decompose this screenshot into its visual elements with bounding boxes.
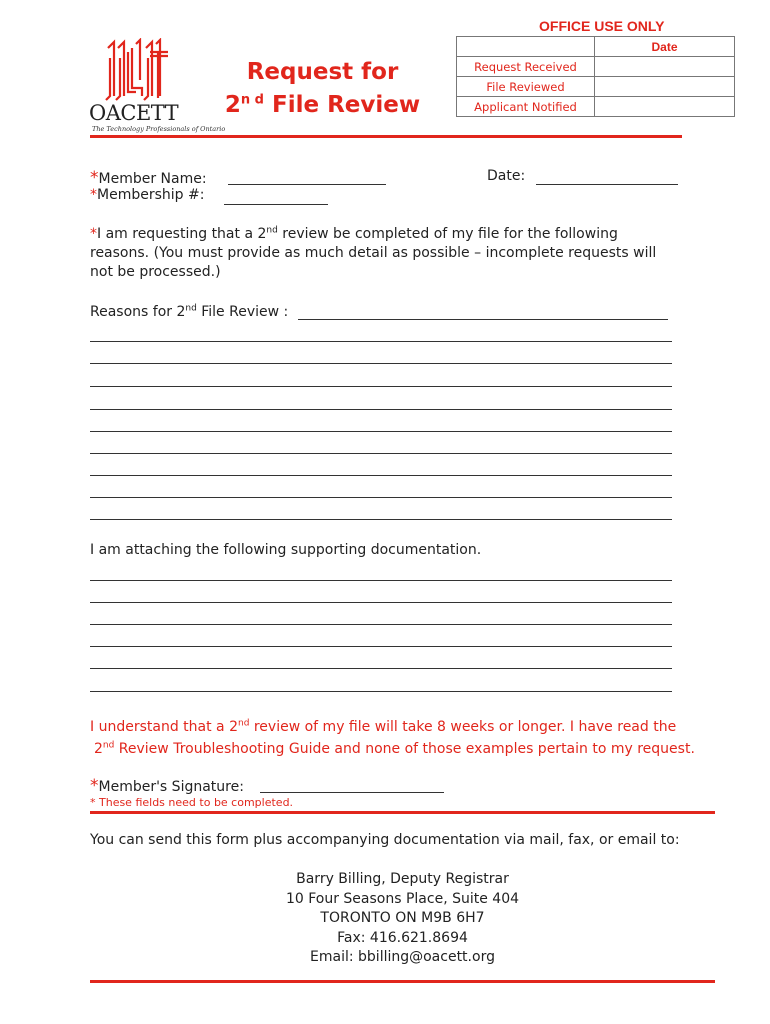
signature-field[interactable] <box>260 792 444 793</box>
reasons-blank-line[interactable] <box>90 386 672 387</box>
membership-number-label: Membership #: <box>97 187 205 203</box>
title-line2-suffix: File Review <box>272 92 421 118</box>
signature-row <box>90 776 244 796</box>
notice-sup: nd <box>237 718 250 729</box>
office-date-header: Date <box>595 37 735 57</box>
logo-wordmark: OACETT <box>89 101 179 125</box>
office-use-table <box>456 36 735 117</box>
reasons-blank-line[interactable] <box>90 409 672 410</box>
date-field[interactable] <box>536 184 678 185</box>
member-name-field[interactable] <box>228 184 386 185</box>
office-header-blank <box>457 37 595 57</box>
office-row-label: Request Received <box>457 57 595 77</box>
reasons-blank-line[interactable] <box>90 363 672 364</box>
notice-sup: nd <box>102 740 115 751</box>
reasons-blank-line[interactable] <box>90 475 672 476</box>
signature-label: Member's Signature: <box>98 779 244 795</box>
request-text: reasons. (You must provide as much detail as possible – incomplete requests will <box>90 245 657 261</box>
documentation-blank-line[interactable] <box>90 624 672 625</box>
member-name-label: Member Name: <box>98 171 207 187</box>
send-instructions: You can send this form plus accompanying documentation via mail, fax, or email to: <box>90 832 680 848</box>
membership-number-row <box>90 187 204 203</box>
reasons-blank-line[interactable] <box>90 341 672 342</box>
required-asterisk: * <box>90 187 97 203</box>
request-paragraph <box>90 225 690 282</box>
reasons-text: Reasons for 2 <box>90 304 186 320</box>
signature-divider <box>90 811 715 814</box>
reasons-text: File Review : <box>196 304 289 320</box>
member-name-row <box>90 168 207 188</box>
fax-line: Fax: 416.621.8694 <box>337 929 468 946</box>
office-date-cell[interactable] <box>595 77 735 97</box>
reasons-blank-line[interactable] <box>90 431 672 432</box>
documentation-blank-line[interactable] <box>90 668 672 669</box>
documentation-blank-line[interactable] <box>90 580 672 581</box>
reasons-blank-line[interactable] <box>90 519 672 520</box>
notice-text: 2 <box>94 741 103 757</box>
reasons-blank-line[interactable] <box>90 453 672 454</box>
office-use-heading: OFFICE USE ONLY <box>539 18 665 34</box>
office-date-cell[interactable] <box>595 97 735 117</box>
title-line1: Request for <box>246 59 399 85</box>
reasons-blank-line[interactable] <box>90 497 672 498</box>
mailing-address <box>230 870 575 968</box>
notice-text: Review Troubleshooting Guide and none of those examples pertain to my request. <box>114 741 695 757</box>
header-divider <box>90 135 682 138</box>
email-line: Email: bbilling@oacett.org <box>310 949 495 965</box>
request-text: review be completed of my file for the following <box>277 226 618 242</box>
request-text: not be processed.) <box>90 264 221 280</box>
office-row-label: Applicant Notified <box>457 97 595 117</box>
title-line2-prefix: 2 <box>224 92 241 118</box>
required-asterisk: * <box>90 776 99 796</box>
required-footnote: * These fields need to be completed. <box>90 796 294 809</box>
review-notice <box>90 716 695 760</box>
notice-text: I understand that a 2 <box>90 719 238 735</box>
form-title <box>215 56 430 122</box>
address-line: Barry Billing, Deputy Registrar <box>296 871 509 887</box>
required-asterisk: * <box>90 168 99 188</box>
reasons-sup: nd <box>185 303 197 314</box>
title-line2 <box>215 89 430 122</box>
documentation-blank-line[interactable] <box>90 602 672 603</box>
required-asterisk: * <box>90 226 97 242</box>
reasons-label <box>90 304 288 320</box>
documentation-label: I am attaching the following supporting documentation. <box>90 542 482 558</box>
address-line: 10 Four Seasons Place, Suite 404 <box>285 890 520 907</box>
footer-divider <box>90 980 715 983</box>
membership-number-field[interactable] <box>224 204 328 205</box>
reasons-line[interactable] <box>298 319 668 320</box>
office-date-cell[interactable] <box>595 57 735 77</box>
request-text: I am requesting that a 2 <box>97 226 267 242</box>
office-row-label: File Reviewed <box>457 77 595 97</box>
request-sup: nd <box>266 225 278 236</box>
title-line2-sup: n d <box>240 92 264 108</box>
documentation-blank-line[interactable] <box>90 646 672 647</box>
documentation-blank-line[interactable] <box>90 691 672 692</box>
address-line: TORONTO ON M9B 6H7 <box>320 910 485 926</box>
logo-tagline: The Technology Professionals of Ontario <box>92 125 226 133</box>
date-label: Date: <box>487 168 526 184</box>
notice-text: review of my file will take 8 weeks or longer. I have read the <box>249 719 677 735</box>
